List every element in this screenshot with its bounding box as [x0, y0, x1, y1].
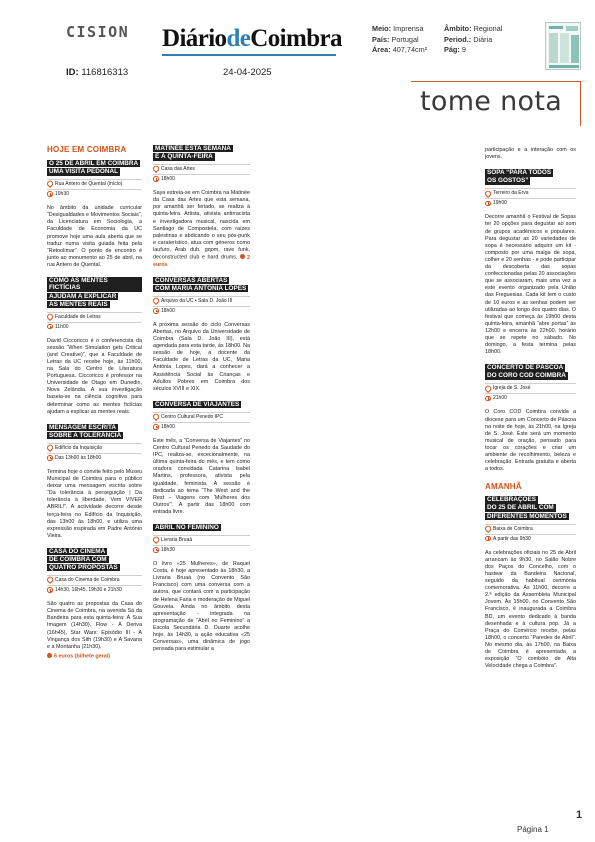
event-time: 18h00 [153, 422, 250, 432]
article-body: David Ciccoricco é o conferencista da sessão “When Simulation gets Critical (and Creative)”, que a Faculdade de Letras da UC recebe hoje, às 11h00, na Sala do Centro de Literatura Portuguesa. Ciccoricco é professor na Universidade de Otago em Dunedin, Nova Zelândia. A sua investigação baseia-se na ciência cognitiva para determinar como as mentes fictícias ajudam a explicar as mentes reais. [47, 337, 142, 415]
page-footer-label: Página 1 [517, 825, 549, 834]
location-icon [46, 444, 54, 452]
event-time: A partir das 9h30 [485, 534, 576, 544]
cision-logo: CISION [66, 23, 130, 41]
clock-icon [153, 424, 159, 430]
location-icon [152, 536, 160, 544]
article-body-continued: participação e a interação com os jovens. [485, 147, 576, 161]
section-amanha: AMANHÃ [485, 482, 522, 492]
event-location: Terreiro da Erva [485, 188, 576, 198]
location-icon [152, 413, 160, 421]
clock-icon [47, 324, 53, 330]
article-headline: O 25 DE ABRIL EM COIMBRA UMA VISITA PEDONAL [49, 160, 139, 176]
article-headline: COMO AS MENTES FICTÍCIAS AJUDAM A EXPLICAR AS MENTES REAIS [47, 277, 142, 309]
article-headline: CONVERSAS ABERTAS COM MARIA ANTÓNIA LOPES [155, 276, 247, 292]
event-location: Centro Cultural Penedo IPC [153, 412, 250, 422]
event-time: 19h00 [485, 198, 576, 208]
clock-icon [485, 536, 491, 542]
event-location: Casa do Cinema de Coimbra [47, 575, 142, 585]
location-icon [484, 189, 492, 197]
section-banner: tome nota [420, 86, 563, 117]
article-body: O Coro COD Coimbra convida a diocese para um Concerto de Páscoa na noite de hoje, às 21h00, na Igreja de S. José. Este será um momento musical de oração, pensado para tocar os corações e criar um ambiente de recolhimento, beleza e celebração. Entrada gratuita e aberta a todos. [485, 409, 576, 473]
location-icon [46, 313, 54, 321]
event-time: 18h30 [153, 545, 250, 555]
clipping-date: 24-04-2025 [223, 67, 272, 78]
event-time: Das 13h00 às 18h00 [47, 453, 142, 463]
article-headline: CASA DO CINEMA DE COIMBRA COM QUATRO PROPOSTAS [49, 547, 118, 572]
article-body: As celebrações oficiais no 25 de Abril arrancam às 9h30, no Salão Nobre dos Paços do Concelho, com o hastear da Bandeira Nacional, seguido da habitual cerimónia comemorativa. Às 11h00, decorre a 2.ª edição da Assembleia Municipal Jovem. Às 15h00, no Convento São Francisco, é inaugurada a Coimbra BD, um evento dedicado à banda desenhada e à cultura pop. Já a Praça do Comércio recebe, pelas 18h00, o concerto “Paredes de Abril”. No mesmo dia, às 17h00, na Baixa de Coimbra é apresentada a exposição “O combóio de Alta Velocidade chega a Coimbra”. [485, 549, 576, 670]
event-location: Faculdade de Letras [47, 312, 142, 322]
column-2 [153, 142, 250, 661]
event-time: 18h00 [153, 174, 250, 184]
page-number: 1 [576, 809, 583, 821]
article-body: Decorre amanhã o Festival de Sopas ter 20 opções para degustar ao som de grupos académicos e populares. Para degustar as 20 variedades de sopa é necessário adquirir um kit - composto por uma malga de sopa, colher e 20 senhas - e pode participar da descoberta das sopas confeccionadas pelas 20 associações que se associaram, mais uma vez a este evento organizado pela União das Freguesias. Cada kit tem o custo de 10 euros e as senhas podem ser utilizadas ao longo dos quatro dias. O festival que começa às 19h00 desta quinta-feira, amanhã “abre portas” às 12h00 e encerra às 22h00, horário que se repete no sábado. No domingo, a festa termina pelas 18h00. [485, 214, 576, 356]
event-location: Livraria Bruaá [153, 535, 250, 545]
page-thumbnail[interactable] [545, 22, 581, 70]
column-1 [47, 157, 142, 660]
article-headline: CONVERSA DE VIAJANTES [155, 400, 240, 408]
clock-icon [47, 455, 53, 461]
article-body: A próxima sessão do ciclo Conversas Abertas, no Arquivo da Universidade de Coimbra (Sala D. João III), está agendada para esta tarde, às 18h00. Na sessão de hoje, a docente da Faculdade de Letras da UC, Maria Antónia Lopes, dará a conhecer a Assistência Social às Crianças e Adultos Pobres em Coimbra dos séculos XVIII e XIX. [153, 321, 250, 392]
section-hoje: HOJE EM COIMBRA [47, 145, 127, 154]
article-body: Este mês, a “Conversa de Viajantes” no Centro Cultural Penedo da Saudade do IPC, realiza-se, excecionalmente, na última quinta-feira do mês, e tem como oradora convidada Catarina Isabel Martins, professora, ativista pela igualdade, feminista. A sessão é dedicada ao tema “The West and the Rest – Viagens com ‘Mulheres dos Outros’”. A partir das 18h00 com entrada livre. [153, 437, 250, 515]
location-icon [152, 297, 160, 305]
clock-icon [153, 308, 159, 314]
article-body: Termina hoje o convite feito pelo Museu Municipal de Coimbra para o público deixar uma mensagem escrita sobre “Da tolerância à perseguição | Da tolerância à liberdade, Vem VIVER ABRIL!”. A actividade decorre desde terça-feira no Edifício da Inquisição, das 13h00 às 18h00, e utiliza uma expressão inspirada em Padre António Vieira. [47, 468, 142, 539]
euro-icon [240, 254, 245, 259]
location-icon [484, 384, 492, 392]
article-headline: CONCERTO DE PÁSCOA DO CORO COD COIMBRA [487, 364, 566, 380]
article-body: Saya estreia-se em Coimbra na Matinée da Casa das Artes que esta semana, por amanhã ser feriado, se realiza à quinta-feira. Artista, ativista antirracista e investigadora musical, nascida em Santiago de Compostela, com raízes palestinas e abdicando o seu pós-punk e caraterístico, atua com géneros como laufuro, Arab dub, gqom, rave funk, deconstructed club e hard drums. 2 euros [153, 190, 251, 268]
event-location: Casa das Artes [153, 164, 250, 174]
clock-icon [485, 396, 491, 402]
article-body: São quatro as propostas da Casa do Cinema de Coimbra, na avenida Sá da Bandeira para esta quinta-feira: À Sua Imagem (14h30), Flow - À Deriva (16h45), Star Wars: Episódio III - A Vingança dos Sith (19h30) e A Savana e a Montanha (21h30). [47, 601, 142, 650]
location-icon [484, 525, 492, 533]
event-time: 14h30, 16h45, 19h30 e 21h30 [47, 585, 142, 595]
event-time: 18h00 [153, 306, 250, 316]
article-headline: MENSAGEM ESCRITA SOBRE A TOLERÂNCIA [49, 423, 122, 439]
meta-left: Meio: Imprensa País: Portugal Área: 407,74cm² [372, 24, 428, 54]
event-time: 10h30 [47, 189, 142, 199]
event-location: Igreja de S. José [485, 383, 576, 393]
clock-icon [153, 176, 159, 182]
event-time: 21h00 [485, 393, 576, 403]
location-icon [46, 180, 54, 188]
price-note: 6 euros (bilhete geral) [47, 653, 142, 661]
logo-rule [162, 54, 336, 56]
article-body: O livro «25 Mulheres», de Raquel Costa, é hoje apresentado às 18h30, a Livraria Bruaá (no Convento São Francisco) com uma conversa com a autora, que contará com a participação de Helena Faria e moderação de Miguel Gouveia. Ainda no âmbito desta apresentação - integrada na programação de “Abril no Feminino” a Escola Secundária D. Duarte acolhe hoje, às 14h30, a ação educativa «25 Conversas», uma dinâmica de jogo pensada para estimular a [153, 561, 250, 653]
event-location: Rua Antero de Quental (início) [47, 179, 142, 189]
clock-icon [47, 191, 53, 197]
event-location: Baixa de Coimbra [485, 524, 576, 534]
clock-icon [485, 201, 491, 207]
article-headline: SOPA “PARA TODOS OS GOSTOS” [487, 169, 552, 185]
meta-right: Âmbito: Regional Period.: Diária Pág: 9 [444, 24, 503, 54]
article-headline: MATINÉE ESTA SEMANA É À QUINTA-FEIRA [155, 145, 231, 161]
article-headline: CELEBRAÇÕES DO 25 DE ABRIL COM DIFERENTES MOMENTOS [487, 496, 567, 520]
column-3 [485, 147, 576, 678]
clipping-id: ID: 116816313 [66, 67, 129, 78]
clock-icon [153, 547, 159, 553]
location-icon [152, 165, 160, 173]
clock-icon [47, 587, 53, 593]
article-body: No âmbito da unidade curricular “Desigualdades e Movimentos Sociais”, da Licenciatura em Sociologia, a Faculdade de Economia da UC promove hoje uma aula aberta que se traduz numa visita guiada feita pela “Retoolimar”. O ponto de encontro é junto ao monumento ao 25 de abril, na rua Antero de Quental. [47, 205, 142, 268]
newspaper-logo: DiáriodeCoimbra [162, 25, 342, 52]
event-location: Arquivo da UC • Sala D. João III [153, 296, 250, 306]
euro-icon [47, 653, 52, 658]
event-time: 11h00 [47, 322, 142, 332]
event-location: Edifício da Inquisição [47, 443, 142, 453]
article-headline: ABRIL NO FEMININO [155, 523, 219, 531]
location-icon [46, 576, 54, 584]
